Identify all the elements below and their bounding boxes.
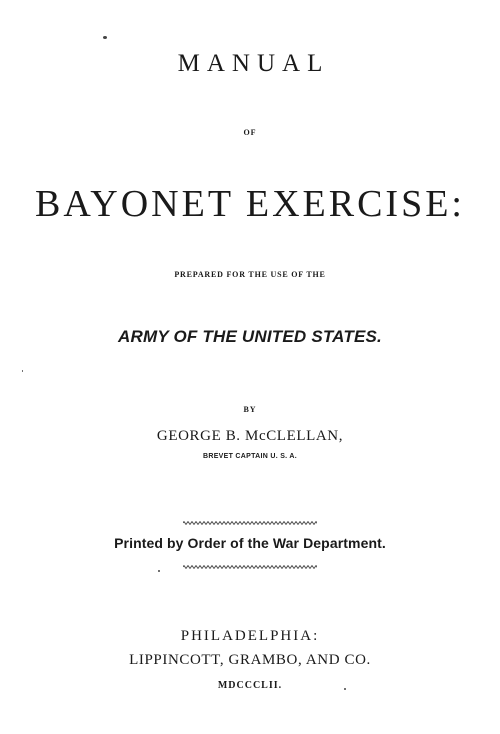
ink-speck: [22, 370, 23, 372]
imprint-city: PHILADELPHIA:: [180, 628, 320, 644]
imprint-date: MDCCCLII.: [217, 680, 283, 691]
ink-speck: [344, 688, 346, 690]
by-line: BY: [243, 405, 257, 414]
title-of: OF: [243, 128, 257, 137]
title-manual: MANUAL: [177, 50, 330, 77]
imprint-publisher: LIPPINCOTT, GRAMBO, AND CO.: [129, 652, 371, 668]
ink-speck: [158, 570, 160, 572]
title-bayonet-exercise: BAYONET EXERCISE:: [35, 183, 465, 225]
wavy-rule-bottom: [183, 564, 317, 570]
wavy-rule-top: [183, 520, 317, 526]
printed-by-order: Printed by Order of the War Department.: [114, 535, 386, 551]
author-name: GEORGE B. McCLELLAN,: [156, 428, 344, 444]
ink-speck: [103, 36, 107, 39]
prepared-for-line: PREPARED FOR THE USE OF THE: [174, 270, 326, 279]
army-line: ARMY OF THE UNITED STATES.: [118, 327, 382, 346]
author-rank: BREVET CAPTAIN U. S. A.: [202, 453, 298, 460]
